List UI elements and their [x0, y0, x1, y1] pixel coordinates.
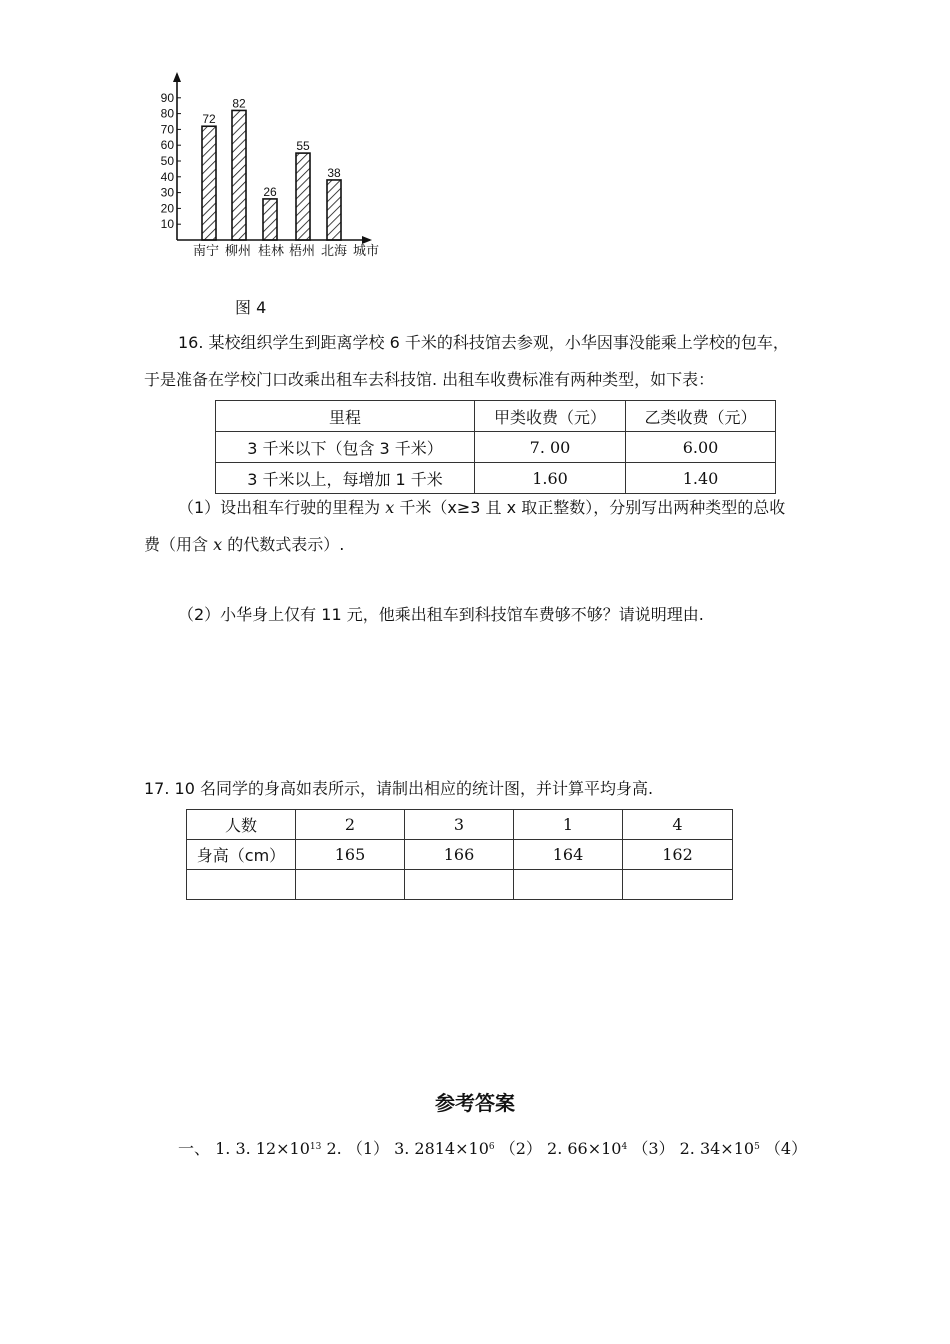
- variable-x: x: [213, 535, 223, 554]
- fare-cell: 3 千米以上，每增加 1 千米: [216, 463, 475, 494]
- text: 的代数式表示）.: [222, 535, 345, 554]
- q16-line2: 于是准备在学校门口改乘出租车去科技馆. 出租车收费标准有两种类型，如下表：: [144, 370, 715, 389]
- exponent: 5: [754, 1142, 760, 1152]
- category-label: 柳州: [225, 244, 252, 259]
- q16-part1-line1: [178, 498, 785, 518]
- answers-line: [178, 1139, 807, 1159]
- bar-桂林: [263, 199, 277, 240]
- y-tick-label: 50: [160, 154, 174, 168]
- chart-caption: 图 4: [235, 298, 267, 317]
- text: （1）设出租车行驶的里程为: [178, 498, 386, 517]
- height-table-cell: [296, 870, 405, 900]
- height-table-cell: 165: [296, 840, 405, 870]
- bar-value-label: 26: [263, 184, 277, 199]
- bar-value-label: 38: [327, 165, 341, 180]
- exponent: 13: [309, 1142, 322, 1152]
- y-tick-label: 20: [160, 201, 174, 216]
- y-tick-label: 10: [160, 217, 174, 232]
- q16-line1: 16. 某校组织学生到距离学校 6 千米的科技馆去参观，小华因事没能乘上学校的包车，: [178, 333, 789, 352]
- bar-北海: [327, 180, 341, 240]
- height-table-cell: 4: [623, 810, 733, 840]
- height-table-cell: [514, 870, 623, 900]
- bar-南宁: [202, 126, 216, 240]
- q16-part1-line2: [144, 535, 344, 555]
- height-table-cell: [405, 870, 514, 900]
- category-label: 桂林: [258, 244, 285, 259]
- bar-value-label: 55: [296, 139, 310, 154]
- y-axis-arrow: [173, 72, 181, 82]
- y-tick-label: 80: [160, 106, 174, 121]
- height-table-cell: 166: [405, 840, 514, 870]
- x-axis-arrow: [362, 236, 372, 244]
- category-label: 南宁: [193, 244, 220, 259]
- height-table-cell: 1: [514, 810, 623, 840]
- exponent: 4: [621, 1142, 628, 1152]
- text: 2. （1） 3. 2814×10: [321, 1139, 489, 1158]
- height-table-cell: 2: [296, 810, 405, 840]
- text: （4）: [759, 1139, 808, 1158]
- category-label: 北海: [321, 244, 348, 259]
- fare-cell: 1.40: [626, 463, 776, 494]
- height-table-cell: 162: [623, 840, 733, 870]
- x-axis-label: 城市: [353, 244, 380, 259]
- height-table: [186, 809, 733, 900]
- q16-part2: （2）小华身上仅有 11 元，他乘出租车到科技馆车费够不够？请说明理由.: [178, 605, 704, 624]
- fare-header-type-b: 乙类收费（元）: [626, 401, 776, 432]
- fare-header-type-a: 甲类收费（元）: [475, 401, 626, 432]
- text: （3） 2. 34×10: [627, 1139, 755, 1158]
- fare-header-distance: 里程: [216, 401, 475, 432]
- bar-value-label: 82: [232, 96, 246, 111]
- fare-cell: 7. 00: [475, 432, 626, 463]
- fare-cell: 3 千米以下（包含 3 千米）: [216, 432, 475, 463]
- height-table-cell: [187, 870, 296, 900]
- text: （2） 2. 66×10: [494, 1139, 622, 1158]
- category-label: 梧州: [289, 244, 316, 259]
- answers-title: 参考答案: [435, 1091, 515, 1115]
- height-table-cell: 164: [514, 840, 623, 870]
- height-table-cell: 人数: [187, 810, 296, 840]
- variable-x: x: [385, 498, 395, 517]
- text: 一、 1. 3. 12×10: [178, 1139, 310, 1158]
- bar-value-label: 72: [202, 112, 216, 127]
- y-tick-label: 70: [160, 122, 174, 137]
- y-tick-label: 30: [160, 185, 174, 200]
- text: 千米（: [394, 498, 448, 517]
- y-tick-label: 60: [160, 138, 174, 153]
- exponent: 6: [488, 1142, 495, 1152]
- city-bar-chart: [140, 66, 400, 266]
- text: ），分别写出两种类型的总收: [585, 498, 786, 517]
- condition: x≥3 且 x 取正整数: [447, 498, 586, 517]
- fare-table: [215, 400, 776, 494]
- height-table-cell: 3: [405, 810, 514, 840]
- y-tick-label: 90: [160, 90, 174, 105]
- fare-cell: 6.00: [626, 432, 776, 463]
- height-table-cell: [623, 870, 733, 900]
- bar-柳州: [232, 110, 246, 240]
- bar-梧州: [296, 153, 310, 240]
- fare-cell: 1.60: [475, 463, 626, 494]
- q17-text: 17. 10 名同学的身高如表所示，请制出相应的统计图，并计算平均身高.: [144, 779, 654, 798]
- text: 费（用含: [144, 535, 214, 554]
- y-tick-label: 40: [160, 169, 174, 184]
- height-table-cell: 身高（cm）: [187, 840, 296, 870]
